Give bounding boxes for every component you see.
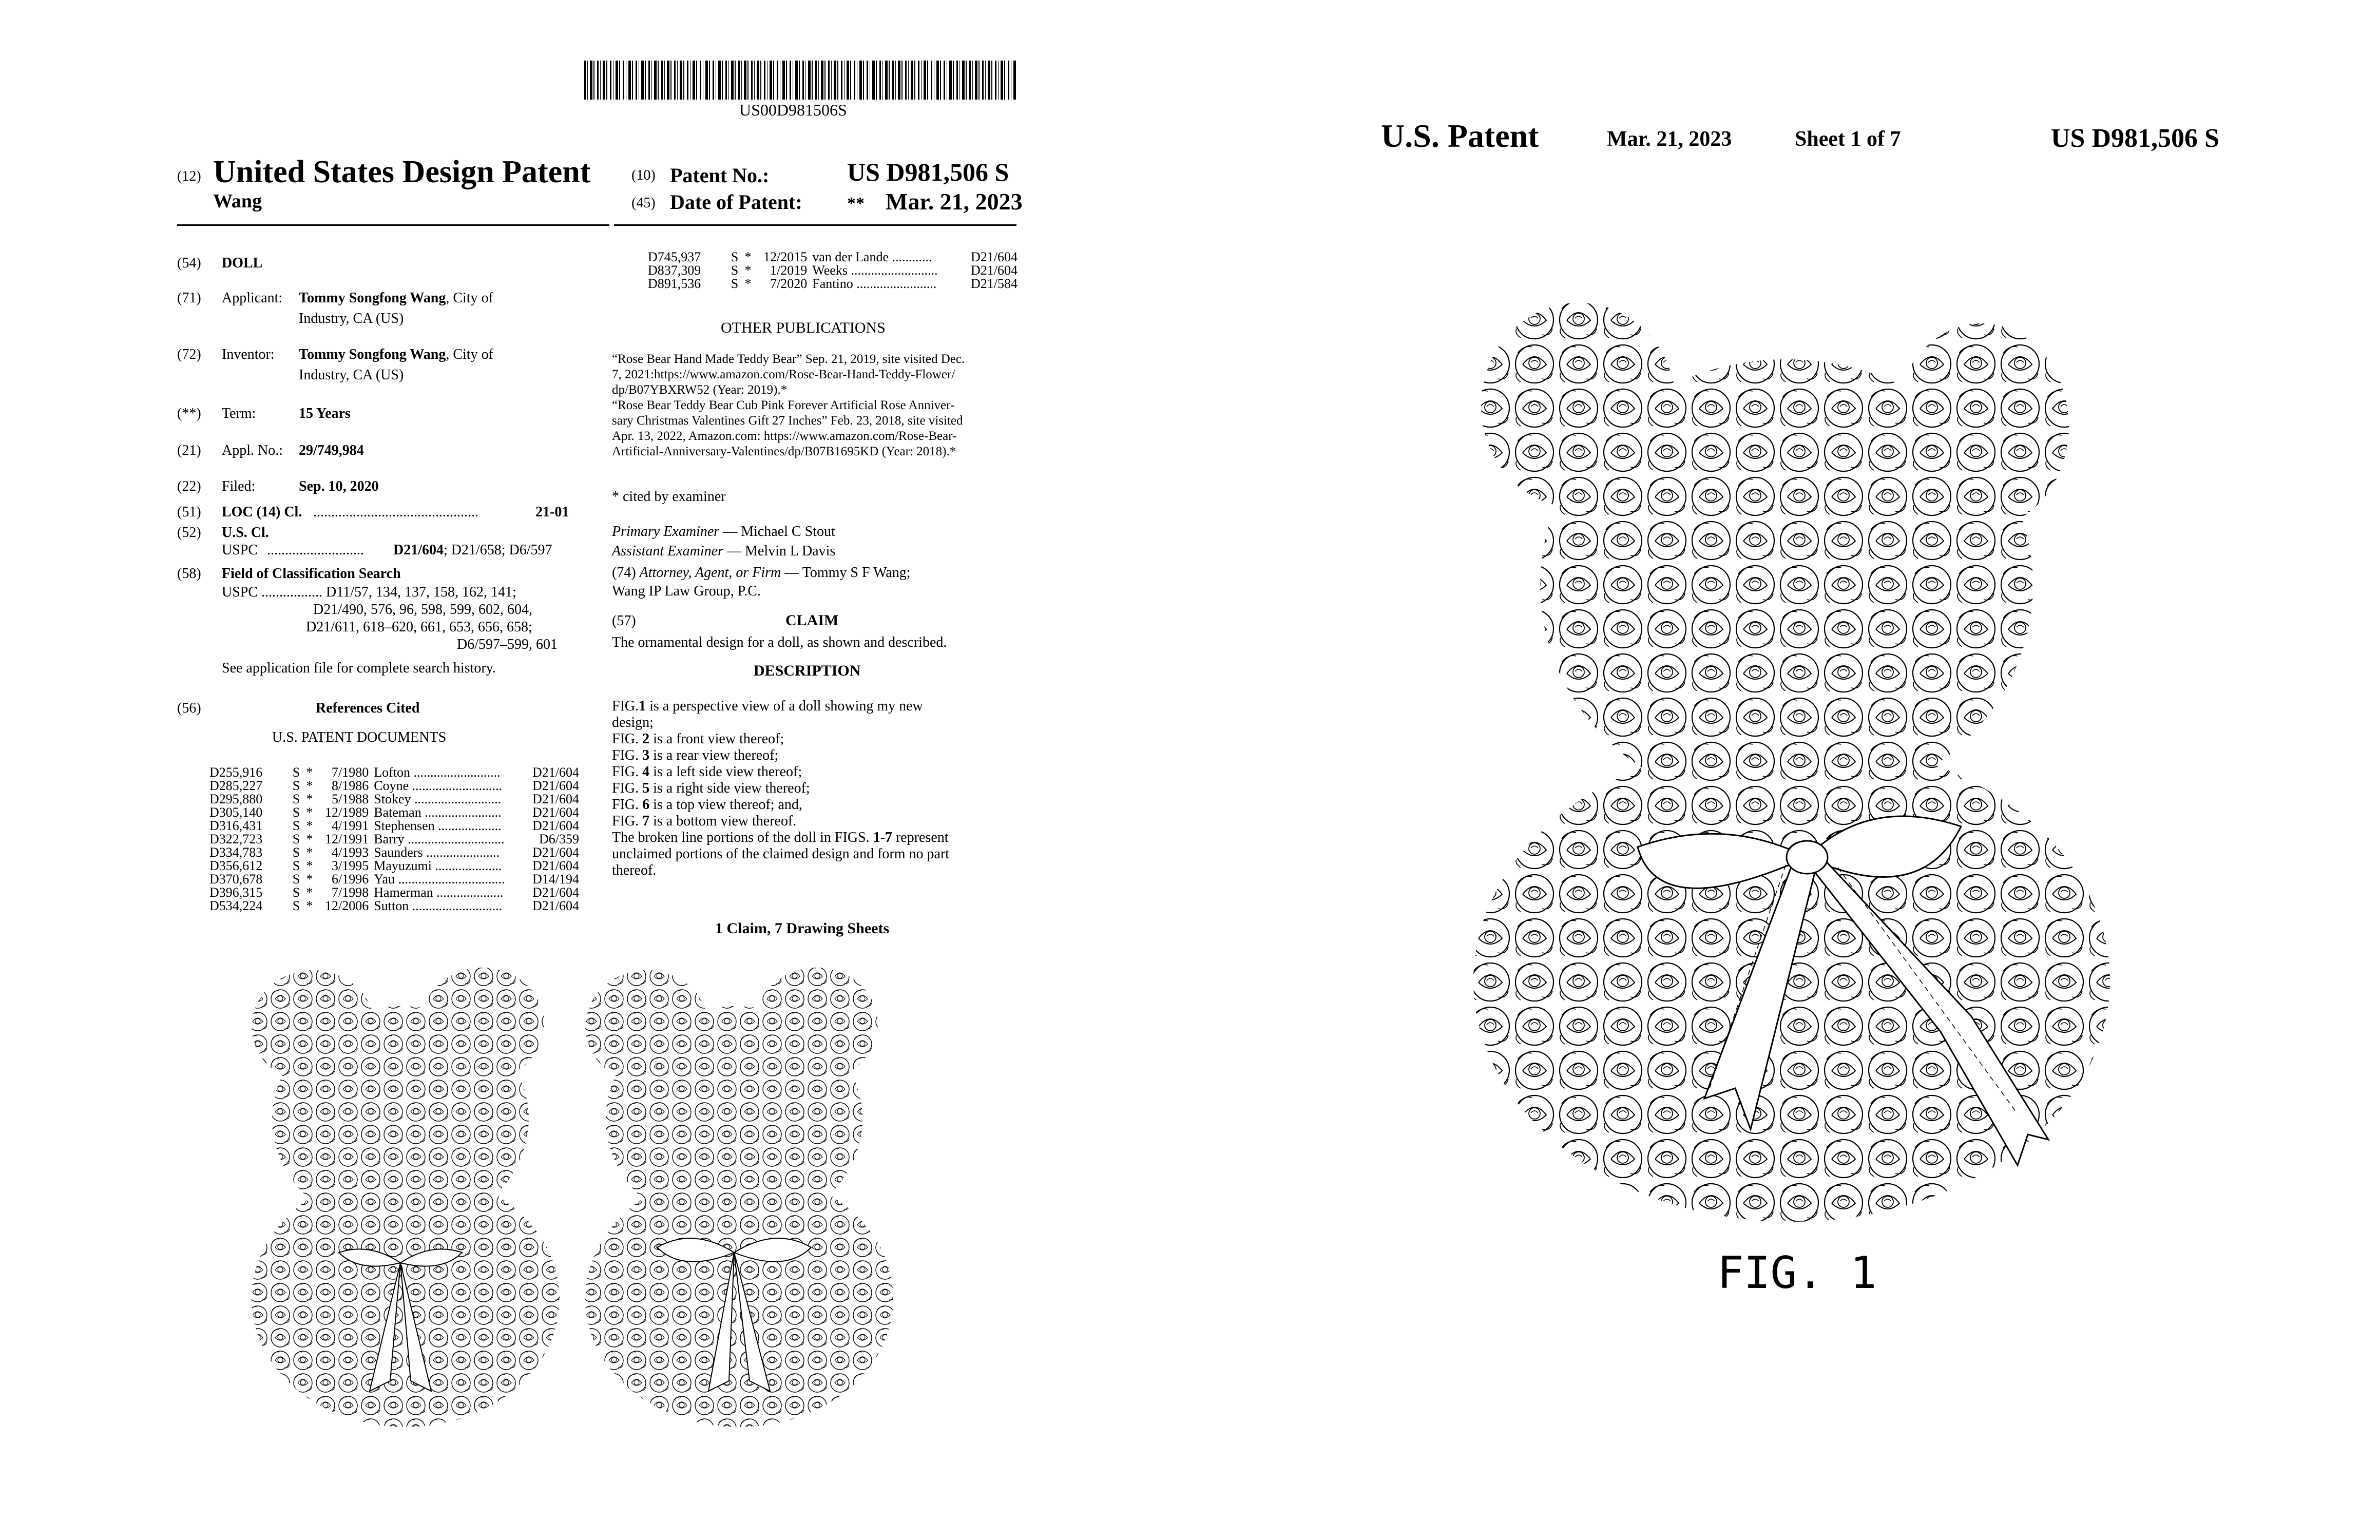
claim-text: The ornamental design for a doll, as shown and described. [612, 634, 947, 650]
table-row: D295,880 S * 5/1988 Stokey .......................... D21/604 [209, 792, 579, 806]
header-code-45: (45) [631, 195, 656, 211]
header-rule-left [177, 224, 609, 226]
patent-number: US D981,506 S [847, 158, 1009, 186]
field-54-code: (54) [177, 255, 201, 271]
classification-line-3: D21/611, 618–620, 661, 653, 656, 658; [306, 619, 532, 635]
claim-code: (57) [612, 613, 636, 629]
applicant-name: Tommy Songfong Wang [299, 290, 446, 306]
title-doll: DOLL [222, 255, 263, 271]
inventor-line-2: Industry, CA (US) [299, 367, 404, 383]
inventor-surname: Wang [213, 190, 262, 212]
inventor-name: Tommy Songfong Wang [299, 346, 446, 362]
loc-label: LOC (14) Cl. [222, 504, 302, 520]
search-history-note: See application file for complete search history. [222, 660, 496, 676]
date-stars: ** [847, 194, 865, 213]
loc-value: 21-01 [535, 504, 569, 520]
applicant-line-1 [299, 290, 493, 306]
other-publications-heading: OTHER PUBLICATIONS [721, 319, 886, 336]
us-patent-documents-heading: U.S. PATENT DOCUMENTS [272, 729, 447, 745]
header-code-12: (12) [177, 168, 201, 184]
header-rule-right [614, 224, 1016, 226]
inventor-city: , City of [446, 346, 493, 362]
table-row: D837,309 S * 1/2019 Weeks .......................... D21/604 [648, 263, 1018, 278]
references-table [209, 766, 579, 913]
appl-no-value: 29/749,984 [299, 442, 364, 458]
applicant-line-2: Industry, CA (US) [299, 311, 404, 326]
field-term-code: (**) [177, 406, 201, 421]
table-row: D334,783 S * 4/1993 Saunders ...................... D21/604 [209, 845, 579, 860]
rose-bear-drawing-fig1 [1468, 298, 2120, 1237]
description-heading: DESCRIPTION [754, 662, 861, 679]
filed-value: Sep. 10, 2020 [299, 478, 379, 494]
table-row: D322,723 S * 12/1991 Barry ............................. D6/359 [209, 832, 579, 846]
header-code-10: (10) [631, 167, 656, 183]
attorney-firm: Wang IP Law Group, P.C. [612, 583, 761, 599]
date-of-patent-label: Date of Patent: [670, 190, 802, 214]
classification-line-1: USPC ................. D11/57, 134, 137, 158, 162, 141; [222, 584, 516, 600]
uspc-label: USPC [222, 542, 258, 558]
uspc-other-classes: ; D21/658; D6/597 [444, 542, 552, 558]
table-row: D891,536 S * 7/2020 Fantino ........................ D21/584 [648, 276, 1018, 291]
uspc-dots: ........................... [267, 542, 364, 558]
claim-heading: CLAIM [785, 612, 839, 629]
loc-dots: .............................................. [313, 504, 478, 520]
date-of-patent: Mar. 21, 2023 [886, 188, 1023, 215]
patent-type-title: United States Design Patent [213, 155, 591, 189]
inventor-line-1 [299, 346, 493, 363]
patent-number-label: Patent No.: [670, 164, 770, 187]
table-row: D305,140 S * 12/1989 Bateman ....................... D21/604 [209, 805, 579, 820]
description-body: FIG.1 is a perspective view of a doll showing my new design; FIG. 2 is a front view thereof; FIG. 3 is a rear view thereof; FIG. 4 is a left side view thereof; FIG. 5 is a right side view thereof; FIG. 6 is a top view thereof; and, FIG. 7 is a bottom view thereof. The broken line portions of the doll in FIGS. 1-7 represent unclaimed portions of the claimed design and form no part thereof. [612, 698, 950, 878]
barcode [584, 61, 1016, 100]
barcode-number: US00D981506S [739, 101, 847, 119]
field-58-code: (58) [177, 566, 201, 582]
uspc-primary-class: D21/604 [393, 542, 444, 558]
table-row: D316,431 S * 4/1991 Stephensen ................... D21/604 [209, 818, 579, 833]
cited-by-examiner-note: * cited by examiner [612, 489, 726, 505]
table-row: D356,612 S * 3/1995 Mayuzumi .................... D21/604 [209, 858, 579, 873]
field-56-code: (56) [177, 700, 201, 716]
sheet-header-patent-number: US D981,506 S [2051, 124, 2219, 153]
appl-no-label: Appl. No.: [222, 442, 283, 458]
assistant-examiner: Assistant Examiner — Melvin L Davis [612, 543, 836, 559]
rose-bear-drawing-rear [580, 965, 898, 1427]
field-72-code: (72) [177, 346, 201, 362]
references-cited-heading: References Cited [316, 700, 420, 716]
table-row: D255,916 S * 7/1980 Lofton .......................... D21/604 [209, 765, 579, 780]
field-52-code: (52) [177, 525, 201, 541]
inventor-label: Inventor: [222, 346, 275, 362]
filed-label: Filed: [222, 478, 256, 494]
claims-summary: 1 Claim, 7 Drawing Sheets [715, 920, 890, 937]
other-publications-list: “Rose Bear Hand Made Teddy Bear” Sep. 21, 2019, site visited Dec. 7, 2021:https://www.amazon.com/Rose-Bear-Hand-Teddy-Flower/ dp/B07YBXRW52 (Year: 2019).* “Rose Bear Teddy Bear Cub Pink Forever Artificial Rose Anniver- sary Christmas Valentines Gift 27 Inches” Feb. 23, 2018, site visited Apr. 13, 2022, Amazon.com: https://www.amazon.com/Rose-Bear- Artificial-Anniversary-Valentines/dp/B07B1695KD (Year: 2018).* [612, 352, 965, 458]
table-row: D370,678 S * 6/1996 Yau ................................ D14/194 [209, 872, 579, 887]
sheet-header-label: U.S. Patent [1381, 118, 1539, 154]
sheet-header-date: Mar. 21, 2023 [1607, 127, 1732, 151]
applicant-label: Applicant: [222, 290, 283, 306]
field-21-code: (21) [177, 442, 201, 458]
field-71-code: (71) [177, 290, 201, 306]
table-row: D745,937 S * 12/2015 van der Lande ............ D21/604 [648, 249, 1018, 264]
field-51-code: (51) [177, 504, 201, 520]
term-value: 15 Years [299, 406, 351, 421]
primary-examiner: Primary Examiner — Michael C Stout [612, 524, 835, 540]
us-cl-label: U.S. Cl. [222, 525, 269, 541]
applicant-city: , City of [446, 290, 493, 306]
classification-line-2: D21/490, 576, 96, 598, 599, 602, 604, [313, 602, 532, 618]
figure-label: FIG. 1 [1717, 1247, 1877, 1299]
table-row: D285,227 S * 8/1986 Coyne ........................... D21/604 [209, 778, 579, 793]
table-row: D396,315 S * 7/1998 Hamerman .................... D21/604 [209, 885, 579, 900]
classification-line-4: D6/597–599, 601 [457, 637, 558, 652]
uspc-classes [393, 542, 552, 559]
attorney: (74) Attorney, Agent, or Firm — Tommy S F Wang; [612, 565, 911, 581]
sheet-header-sheet: Sheet 1 of 7 [1795, 127, 1901, 151]
field-22-code: (22) [177, 478, 201, 494]
references-table-continued [648, 251, 1018, 291]
term-label: Term: [222, 406, 256, 421]
table-row: D534,224 S * 12/2006 Sutton ........................... D21/604 [209, 898, 579, 913]
classification-search-label: Field of Classification Search [222, 566, 401, 582]
rose-bear-drawing-front [246, 965, 565, 1427]
